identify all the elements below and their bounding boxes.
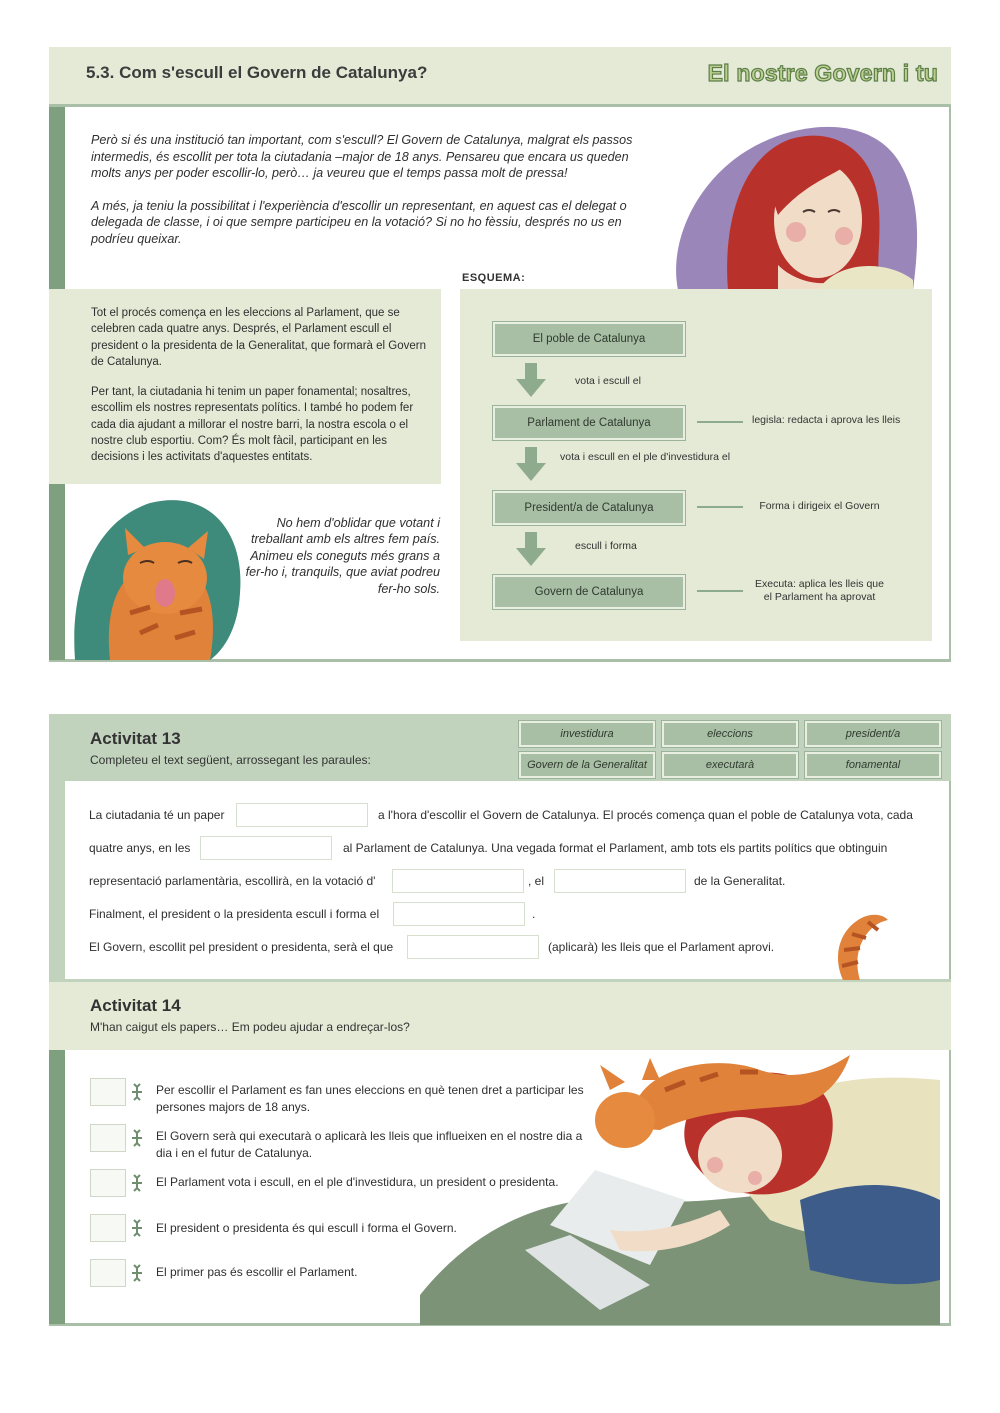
intro-paragraph: Però si és una institució tan important, com s'escull? El Govern de Catalunya, malgrat els passos intermedis, és escollit per tota la ciutadania –major de 18 anys. Pensareu que encara us queden molts anys per poder escollir-lo, però… ja veureu que el temps passa molt de pressa! bbox=[91, 133, 633, 180]
activity-13-subtitle: Completeu el text següent, arrossegant les paraules: bbox=[90, 753, 371, 767]
intro-text bbox=[91, 132, 661, 263]
scheme-box-government: Govern de Catalunya bbox=[493, 575, 685, 609]
cat-illustration bbox=[70, 493, 250, 660]
text-segment: al Parlament de Catalunya. Una vegada format el Parlament, amb tots els partits polítics que obtinguin bbox=[343, 841, 888, 855]
accent-bar bbox=[49, 781, 65, 979]
explanation-paragraph: Per tant, la ciutadania hi tenim un paper fonamental; nosaltres, escollim els nostres representats polítics. I també ho podem fer cada dia ajudant a millorar el nostre barri, la nostra escola o el nostre club esportiu. Com? És molt fàcil, participant en les decisions i les activitats d'aquestes entitats. bbox=[91, 386, 414, 464]
word-chip-govern-generalitat[interactable]: Govern de la Generalitat bbox=[519, 752, 655, 778]
drop-blank-5[interactable] bbox=[393, 902, 525, 926]
activity-14-title: Activitat 14 bbox=[90, 996, 181, 1015]
explanation-text bbox=[91, 305, 426, 480]
word-chip-fonamental[interactable]: fonamental bbox=[805, 752, 941, 778]
activity-13-title: Activitat 13 bbox=[90, 729, 181, 748]
scheme-box-parliament: Parlament de Catalunya bbox=[493, 406, 685, 440]
statement[interactable]: El primer pas és escollir el Parlament. bbox=[156, 1265, 358, 1279]
order-box-2[interactable] bbox=[90, 1124, 126, 1152]
text-segment: La ciutadania té un paper bbox=[89, 808, 225, 822]
order-box-3[interactable] bbox=[90, 1169, 126, 1197]
drag-handle-icon[interactable] bbox=[130, 1083, 144, 1101]
drop-blank-2[interactable] bbox=[200, 836, 332, 860]
scheme-connector bbox=[697, 421, 743, 423]
explanation-paragraph: Tot el procés comença en les eleccions al Parlament, que se celebren cada quatre anys. Després, el Parlament escull el president o la presidenta de la Generalitat, que formarà el Govern de Catalunya. bbox=[91, 307, 426, 368]
word-chip-eleccions[interactable]: eleccions bbox=[662, 721, 798, 747]
text-segment: (aplicarà) les lleis que el Parlament aprovi. bbox=[548, 940, 775, 954]
intro-paragraph: A més, ja teniu la possibilitat i l'experiència d'escollir un representant, en aquest cas el delegat o delegada de classe, i oi que sempre participeu en la votació? Si no ho fèssiu, després no us en podríeu queixar. bbox=[91, 198, 627, 246]
order-box-1[interactable] bbox=[90, 1078, 126, 1106]
down-arrow-icon bbox=[516, 532, 546, 566]
activity-14-subtitle: M'han caigut els papers… Em podeu ajudar a endreçar-los? bbox=[90, 1020, 410, 1034]
drop-blank-3[interactable] bbox=[392, 869, 524, 893]
statement[interactable]: El Parlament vota i escull, en el ple d'investidura, un president o presidenta. bbox=[156, 1175, 559, 1189]
section-title: 5.3. Com s'escull el Govern de Catalunya? bbox=[86, 63, 428, 82]
drop-blank-4[interactable] bbox=[554, 869, 686, 893]
accent-bar bbox=[49, 484, 65, 660]
statement[interactable]: El president o presidenta és qui escull i forma el Govern. bbox=[156, 1221, 457, 1235]
accent-bar bbox=[49, 107, 65, 289]
word-chip-executara[interactable]: executarà bbox=[662, 752, 798, 778]
text-segment: quatre anys, en les bbox=[89, 841, 191, 855]
scheme-box-people: El poble de Catalunya bbox=[493, 322, 685, 356]
scheme-label: ESQUEMA: bbox=[462, 272, 526, 284]
text-segment: de la Generalitat. bbox=[694, 874, 786, 888]
down-arrow-icon bbox=[516, 447, 546, 481]
cat-tail-illustration bbox=[828, 908, 892, 980]
scheme-arrow-label: vota i escull el bbox=[575, 375, 641, 387]
text-segment: representació parlamentària, escollirà, en la votació d' bbox=[89, 874, 376, 888]
drop-blank-6[interactable] bbox=[407, 935, 539, 959]
word-chip-president[interactable]: president/a bbox=[805, 721, 941, 747]
order-box-5[interactable] bbox=[90, 1259, 126, 1287]
scheme-description: legisla: redacta i aprova les lleis bbox=[752, 414, 901, 426]
drag-handle-icon[interactable] bbox=[130, 1129, 144, 1147]
text-segment: . bbox=[532, 907, 536, 921]
drag-handle-icon[interactable] bbox=[130, 1174, 144, 1192]
text-segment: El Govern, escollit pel president o presidenta, serà el que bbox=[89, 940, 394, 954]
drop-blank-1[interactable] bbox=[236, 803, 368, 827]
scheme-connector bbox=[697, 506, 743, 508]
statement[interactable]: El Govern serà qui executarà o aplicarà les lleis que influeixen en el nostre dia a dia i en el futur de Catalunya. bbox=[156, 1129, 583, 1160]
text-segment: a l'hora d'escollir el Govern de Catalunya. El procés comença quan el poble de Catalunya vota, cada bbox=[378, 808, 913, 822]
scheme-box-president: President/a de Catalunya bbox=[493, 491, 685, 525]
brand-title: El nostre Govern i tu bbox=[707, 60, 938, 86]
scheme-arrow-label: escull i forma bbox=[575, 540, 637, 552]
scheme-connector bbox=[697, 590, 743, 592]
drag-handle-icon[interactable] bbox=[130, 1219, 144, 1237]
scheme-arrow-label: vota i escull en el ple d'investidura el bbox=[560, 451, 731, 463]
order-box-4[interactable] bbox=[90, 1214, 126, 1242]
drag-handle-icon[interactable] bbox=[130, 1264, 144, 1282]
accent-bar bbox=[49, 1050, 65, 1324]
text-segment: , el bbox=[528, 874, 545, 888]
scheme-description: Forma i dirigeix el Govern bbox=[759, 500, 880, 512]
down-arrow-icon bbox=[516, 363, 546, 397]
text-segment: Finalment, el president o la presidenta escull i forma el bbox=[89, 907, 380, 921]
statement[interactable]: Per escollir el Parlament es fan unes eleccions en què tenen dret a participar les persones majors de 18 anys. bbox=[156, 1083, 584, 1114]
quote-text: No hem d'oblidar que votant i treballant amb els altres fem país. Animeu els coneguts més grans a fer-ho i, tranquils, que aviat podreu fer-ho sols. bbox=[245, 516, 440, 596]
word-chip-investidura[interactable]: investidura bbox=[519, 721, 655, 747]
girl-thinking-illustration bbox=[668, 120, 920, 290]
scheme-description: Executa: aplica les lleis que el Parlament ha aprovat bbox=[755, 578, 884, 603]
activity-14-header bbox=[49, 982, 951, 1050]
